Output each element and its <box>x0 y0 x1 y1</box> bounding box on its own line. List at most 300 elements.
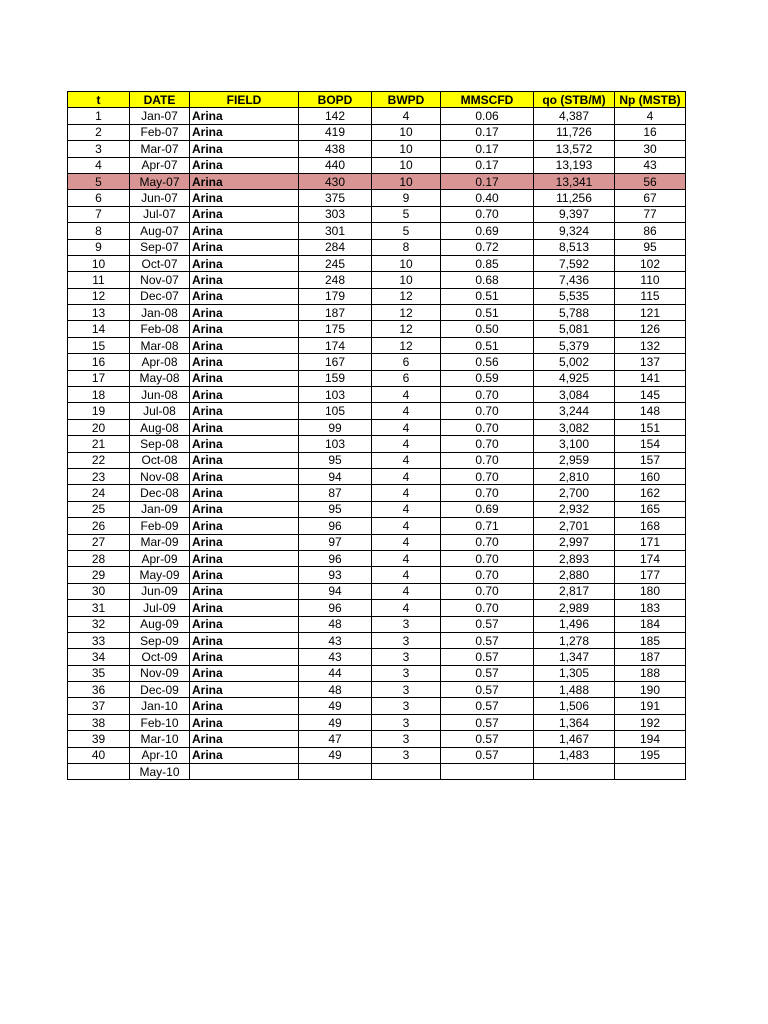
cell-date: Jun-07 <box>130 190 190 206</box>
cell-mmscfd: 0.51 <box>441 288 534 304</box>
cell-date: Dec-07 <box>130 288 190 304</box>
cell-mmscfd: 0.40 <box>441 190 534 206</box>
cell-bwpd: 4 <box>372 567 441 583</box>
cell-mmscfd: 0.85 <box>441 255 534 271</box>
cell-bopd: 48 <box>299 616 372 632</box>
table-row <box>68 534 686 550</box>
cell-bwpd: 12 <box>372 288 441 304</box>
cell-bwpd: 4 <box>372 436 441 452</box>
cell-qo: 2,817 <box>534 583 615 599</box>
cell-bopd: 94 <box>299 583 372 599</box>
cell-bwpd: 4 <box>372 550 441 566</box>
cell-qo: 13,193 <box>534 157 615 173</box>
cell-bwpd: 8 <box>372 239 441 255</box>
cell-np: 187 <box>615 649 686 665</box>
table-row <box>68 337 686 353</box>
cell-np: 43 <box>615 157 686 173</box>
cell-qo: 1,364 <box>534 714 615 730</box>
cell-mmscfd: 0.70 <box>441 534 534 550</box>
table-row <box>68 124 686 140</box>
cell-bwpd: 4 <box>372 534 441 550</box>
cell-qo: 1,496 <box>534 616 615 632</box>
cell-qo: 2,701 <box>534 518 615 534</box>
cell-bopd: 103 <box>299 436 372 452</box>
cell-date: Nov-07 <box>130 272 190 288</box>
cell-bopd: 174 <box>299 337 372 353</box>
cell-bopd: 93 <box>299 567 372 583</box>
cell-field: Arina <box>190 403 299 419</box>
cell-qo: 5,379 <box>534 337 615 353</box>
cell-np: 185 <box>615 632 686 648</box>
cell-bwpd: 3 <box>372 698 441 714</box>
cell-t: 14 <box>68 321 130 337</box>
cell-field: Arina <box>190 534 299 550</box>
cell-bwpd: 10 <box>372 157 441 173</box>
cell-bopd: 97 <box>299 534 372 550</box>
cell-t: 16 <box>68 354 130 370</box>
cell-qo: 2,989 <box>534 600 615 616</box>
cell-field: Arina <box>190 698 299 714</box>
cell-mmscfd: 0.68 <box>441 272 534 288</box>
cell-np: 192 <box>615 714 686 730</box>
cell-date: Jul-08 <box>130 403 190 419</box>
cell-bopd: 440 <box>299 157 372 173</box>
cell-np: 148 <box>615 403 686 419</box>
cell-np: 95 <box>615 239 686 255</box>
cell-np: 190 <box>615 682 686 698</box>
cell-mmscfd: 0.70 <box>441 550 534 566</box>
cell-field: Arina <box>190 550 299 566</box>
cell-qo: 2,959 <box>534 452 615 468</box>
cell-mmscfd: 0.51 <box>441 337 534 353</box>
cell-mmscfd: 0.70 <box>441 452 534 468</box>
cell-date: Jul-07 <box>130 206 190 222</box>
cell-np: 194 <box>615 731 686 747</box>
cell-t: 15 <box>68 337 130 353</box>
cell-field: Arina <box>190 468 299 484</box>
cell-t <box>68 764 130 780</box>
cell-np: 157 <box>615 452 686 468</box>
cell-t: 18 <box>68 387 130 403</box>
table-row <box>68 305 686 321</box>
cell-date: Jun-09 <box>130 583 190 599</box>
cell-t: 10 <box>68 255 130 271</box>
table-row <box>68 714 686 730</box>
cell-qo: 2,893 <box>534 550 615 566</box>
table-row <box>68 403 686 419</box>
cell-bwpd: 3 <box>372 747 441 763</box>
cell-field <box>190 764 299 780</box>
cell-mmscfd: 0.70 <box>441 485 534 501</box>
cell-bwpd: 10 <box>372 255 441 271</box>
header-bopd: BOPD <box>299 92 372 108</box>
cell-qo: 9,324 <box>534 223 615 239</box>
cell-bwpd: 4 <box>372 387 441 403</box>
cell-bopd: 95 <box>299 501 372 517</box>
cell-field: Arina <box>190 452 299 468</box>
cell-mmscfd: 0.70 <box>441 419 534 435</box>
cell-bwpd: 4 <box>372 419 441 435</box>
cell-np: 102 <box>615 255 686 271</box>
cell-bwpd: 3 <box>372 649 441 665</box>
header-np: Np (MSTB) <box>615 92 686 108</box>
cell-bopd: 96 <box>299 600 372 616</box>
cell-np: 165 <box>615 501 686 517</box>
table-row <box>68 567 686 583</box>
cell-bopd: 99 <box>299 419 372 435</box>
cell-np: 86 <box>615 223 686 239</box>
cell-mmscfd: 0.17 <box>441 124 534 140</box>
cell-qo <box>534 764 615 780</box>
cell-field: Arina <box>190 387 299 403</box>
cell-field: Arina <box>190 747 299 763</box>
cell-qo: 7,592 <box>534 255 615 271</box>
cell-np: 188 <box>615 665 686 681</box>
table-row <box>68 354 686 370</box>
cell-np: 174 <box>615 550 686 566</box>
table-row <box>68 190 686 206</box>
cell-bwpd: 10 <box>372 272 441 288</box>
table-row <box>68 518 686 534</box>
cell-date: May-09 <box>130 567 190 583</box>
cell-mmscfd: 0.70 <box>441 403 534 419</box>
cell-np: 4 <box>615 108 686 124</box>
cell-t: 9 <box>68 239 130 255</box>
cell-t: 31 <box>68 600 130 616</box>
cell-bopd: 438 <box>299 141 372 157</box>
cell-bwpd: 12 <box>372 337 441 353</box>
table-row <box>68 764 686 780</box>
cell-qo: 5,788 <box>534 305 615 321</box>
cell-date: Mar-08 <box>130 337 190 353</box>
cell-date: Nov-08 <box>130 468 190 484</box>
cell-qo: 5,081 <box>534 321 615 337</box>
cell-t: 38 <box>68 714 130 730</box>
cell-t: 25 <box>68 501 130 517</box>
cell-bwpd: 3 <box>372 714 441 730</box>
cell-bopd: 103 <box>299 387 372 403</box>
cell-qo: 2,700 <box>534 485 615 501</box>
cell-date: Sep-08 <box>130 436 190 452</box>
cell-np: 110 <box>615 272 686 288</box>
table-row <box>68 370 686 386</box>
cell-np: 183 <box>615 600 686 616</box>
cell-field: Arina <box>190 288 299 304</box>
cell-bwpd: 12 <box>372 305 441 321</box>
cell-t: 29 <box>68 567 130 583</box>
cell-t: 34 <box>68 649 130 665</box>
table-row <box>68 272 686 288</box>
table-row <box>68 485 686 501</box>
cell-date: Mar-09 <box>130 534 190 550</box>
cell-bwpd: 4 <box>372 485 441 501</box>
cell-mmscfd: 0.70 <box>441 206 534 222</box>
cell-field: Arina <box>190 157 299 173</box>
cell-field: Arina <box>190 173 299 189</box>
cell-t: 3 <box>68 141 130 157</box>
cell-np: 168 <box>615 518 686 534</box>
cell-date: Jun-08 <box>130 387 190 403</box>
cell-date: Feb-08 <box>130 321 190 337</box>
cell-date: Aug-09 <box>130 616 190 632</box>
cell-t: 40 <box>68 747 130 763</box>
cell-mmscfd: 0.57 <box>441 682 534 698</box>
cell-field: Arina <box>190 272 299 288</box>
cell-np: 195 <box>615 747 686 763</box>
cell-mmscfd: 0.59 <box>441 370 534 386</box>
cell-t: 35 <box>68 665 130 681</box>
cell-bwpd: 4 <box>372 108 441 124</box>
cell-field: Arina <box>190 305 299 321</box>
cell-field: Arina <box>190 239 299 255</box>
cell-bwpd: 4 <box>372 452 441 468</box>
cell-bopd: 43 <box>299 632 372 648</box>
cell-np: 154 <box>615 436 686 452</box>
cell-np: 145 <box>615 387 686 403</box>
cell-bwpd: 3 <box>372 632 441 648</box>
cell-qo: 2,810 <box>534 468 615 484</box>
cell-field: Arina <box>190 223 299 239</box>
cell-t: 33 <box>68 632 130 648</box>
cell-t: 5 <box>68 173 130 189</box>
cell-qo: 1,488 <box>534 682 615 698</box>
cell-date: Dec-08 <box>130 485 190 501</box>
cell-t: 2 <box>68 124 130 140</box>
cell-mmscfd: 0.70 <box>441 468 534 484</box>
cell-mmscfd: 0.70 <box>441 583 534 599</box>
cell-bwpd: 9 <box>372 190 441 206</box>
cell-qo: 5,535 <box>534 288 615 304</box>
cell-qo: 11,726 <box>534 124 615 140</box>
cell-date: May-10 <box>130 764 190 780</box>
cell-qo: 3,100 <box>534 436 615 452</box>
table-row <box>68 583 686 599</box>
cell-date: Jan-10 <box>130 698 190 714</box>
cell-qo: 3,082 <box>534 419 615 435</box>
cell-bopd: 47 <box>299 731 372 747</box>
cell-field: Arina <box>190 124 299 140</box>
cell-field: Arina <box>190 255 299 271</box>
cell-mmscfd: 0.72 <box>441 239 534 255</box>
table-row <box>68 468 686 484</box>
table-row <box>68 550 686 566</box>
cell-date: Mar-07 <box>130 141 190 157</box>
cell-mmscfd: 0.71 <box>441 518 534 534</box>
cell-t: 36 <box>68 682 130 698</box>
cell-bopd: 179 <box>299 288 372 304</box>
cell-np: 151 <box>615 419 686 435</box>
cell-field: Arina <box>190 419 299 435</box>
cell-qo: 1,278 <box>534 632 615 648</box>
cell-t: 39 <box>68 731 130 747</box>
cell-t: 23 <box>68 468 130 484</box>
cell-field: Arina <box>190 649 299 665</box>
table-row <box>68 288 686 304</box>
cell-bwpd: 4 <box>372 468 441 484</box>
cell-t: 37 <box>68 698 130 714</box>
cell-np: 56 <box>615 173 686 189</box>
cell-t: 28 <box>68 550 130 566</box>
cell-bwpd: 3 <box>372 616 441 632</box>
cell-bopd: 284 <box>299 239 372 255</box>
cell-bwpd <box>372 764 441 780</box>
table-body <box>68 108 686 780</box>
cell-bopd: 48 <box>299 682 372 698</box>
cell-bwpd: 5 <box>372 223 441 239</box>
cell-date: Sep-07 <box>130 239 190 255</box>
cell-np: 132 <box>615 337 686 353</box>
cell-t: 11 <box>68 272 130 288</box>
cell-bopd: 49 <box>299 714 372 730</box>
cell-field: Arina <box>190 600 299 616</box>
cell-np: 184 <box>615 616 686 632</box>
cell-bopd: 105 <box>299 403 372 419</box>
cell-bopd: 375 <box>299 190 372 206</box>
cell-field: Arina <box>190 370 299 386</box>
cell-t: 4 <box>68 157 130 173</box>
cell-field: Arina <box>190 141 299 157</box>
cell-date: Dec-09 <box>130 682 190 698</box>
table-row <box>68 501 686 517</box>
cell-date: Jan-08 <box>130 305 190 321</box>
cell-mmscfd: 0.69 <box>441 501 534 517</box>
cell-qo: 5,002 <box>534 354 615 370</box>
cell-mmscfd: 0.70 <box>441 567 534 583</box>
cell-date: Aug-07 <box>130 223 190 239</box>
table-row <box>68 255 686 271</box>
cell-mmscfd: 0.51 <box>441 305 534 321</box>
cell-mmscfd: 0.57 <box>441 649 534 665</box>
cell-np: 121 <box>615 305 686 321</box>
table-row <box>68 321 686 337</box>
table-row <box>68 173 686 189</box>
cell-field: Arina <box>190 485 299 501</box>
cell-bopd: 49 <box>299 698 372 714</box>
cell-bwpd: 3 <box>372 731 441 747</box>
cell-qo: 1,506 <box>534 698 615 714</box>
cell-np: 191 <box>615 698 686 714</box>
cell-bopd: 167 <box>299 354 372 370</box>
cell-mmscfd: 0.70 <box>441 436 534 452</box>
cell-date: Jan-09 <box>130 501 190 517</box>
cell-field: Arina <box>190 436 299 452</box>
table-row <box>68 665 686 681</box>
table-row <box>68 436 686 452</box>
cell-bopd: 87 <box>299 485 372 501</box>
cell-bwpd: 5 <box>372 206 441 222</box>
cell-bwpd: 4 <box>372 583 441 599</box>
cell-np: 177 <box>615 567 686 583</box>
cell-mmscfd: 0.17 <box>441 173 534 189</box>
header-qo: qo (STB/M) <box>534 92 615 108</box>
table-row <box>68 632 686 648</box>
cell-mmscfd: 0.70 <box>441 387 534 403</box>
cell-date: Feb-07 <box>130 124 190 140</box>
cell-qo: 8,513 <box>534 239 615 255</box>
cell-field: Arina <box>190 190 299 206</box>
cell-mmscfd: 0.17 <box>441 141 534 157</box>
table-row <box>68 223 686 239</box>
production-data-table <box>67 91 686 780</box>
cell-date: Apr-10 <box>130 747 190 763</box>
table-row <box>68 698 686 714</box>
cell-mmscfd: 0.69 <box>441 223 534 239</box>
table-header-row <box>68 92 686 108</box>
cell-date: Oct-07 <box>130 255 190 271</box>
cell-np <box>615 764 686 780</box>
cell-bopd: 49 <box>299 747 372 763</box>
cell-np: 67 <box>615 190 686 206</box>
cell-field: Arina <box>190 682 299 698</box>
cell-bwpd: 6 <box>372 370 441 386</box>
cell-np: 16 <box>615 124 686 140</box>
cell-t: 30 <box>68 583 130 599</box>
cell-field: Arina <box>190 321 299 337</box>
cell-bwpd: 10 <box>372 124 441 140</box>
cell-qo: 4,925 <box>534 370 615 386</box>
cell-bopd: 301 <box>299 223 372 239</box>
cell-np: 126 <box>615 321 686 337</box>
cell-mmscfd: 0.17 <box>441 157 534 173</box>
cell-mmscfd: 0.57 <box>441 632 534 648</box>
cell-np: 77 <box>615 206 686 222</box>
cell-field: Arina <box>190 354 299 370</box>
cell-field: Arina <box>190 714 299 730</box>
cell-t: 20 <box>68 419 130 435</box>
cell-np: 180 <box>615 583 686 599</box>
header-date: DATE <box>130 92 190 108</box>
cell-bwpd: 6 <box>372 354 441 370</box>
table-row <box>68 239 686 255</box>
cell-date: Sep-09 <box>130 632 190 648</box>
cell-np: 137 <box>615 354 686 370</box>
table-row <box>68 387 686 403</box>
cell-mmscfd <box>441 764 534 780</box>
cell-qo: 9,397 <box>534 206 615 222</box>
table-row <box>68 157 686 173</box>
cell-field: Arina <box>190 665 299 681</box>
cell-bopd: 43 <box>299 649 372 665</box>
cell-qo: 13,572 <box>534 141 615 157</box>
cell-mmscfd: 0.70 <box>441 600 534 616</box>
cell-bwpd: 4 <box>372 518 441 534</box>
cell-date: Jul-09 <box>130 600 190 616</box>
header-t: t <box>68 92 130 108</box>
cell-bwpd: 10 <box>372 173 441 189</box>
cell-qo: 2,932 <box>534 501 615 517</box>
table-row <box>68 731 686 747</box>
table-row <box>68 141 686 157</box>
cell-bopd: 142 <box>299 108 372 124</box>
cell-mmscfd: 0.57 <box>441 747 534 763</box>
table-row <box>68 452 686 468</box>
cell-date: Apr-08 <box>130 354 190 370</box>
cell-mmscfd: 0.57 <box>441 616 534 632</box>
header-mmscfd: MMSCFD <box>441 92 534 108</box>
cell-field: Arina <box>190 501 299 517</box>
cell-t: 32 <box>68 616 130 632</box>
cell-qo: 1,467 <box>534 731 615 747</box>
cell-qo: 2,880 <box>534 567 615 583</box>
cell-date: Nov-09 <box>130 665 190 681</box>
cell-bwpd: 3 <box>372 665 441 681</box>
table-row <box>68 600 686 616</box>
cell-t: 26 <box>68 518 130 534</box>
cell-t: 6 <box>68 190 130 206</box>
cell-bopd: 94 <box>299 468 372 484</box>
cell-bopd: 419 <box>299 124 372 140</box>
cell-t: 22 <box>68 452 130 468</box>
